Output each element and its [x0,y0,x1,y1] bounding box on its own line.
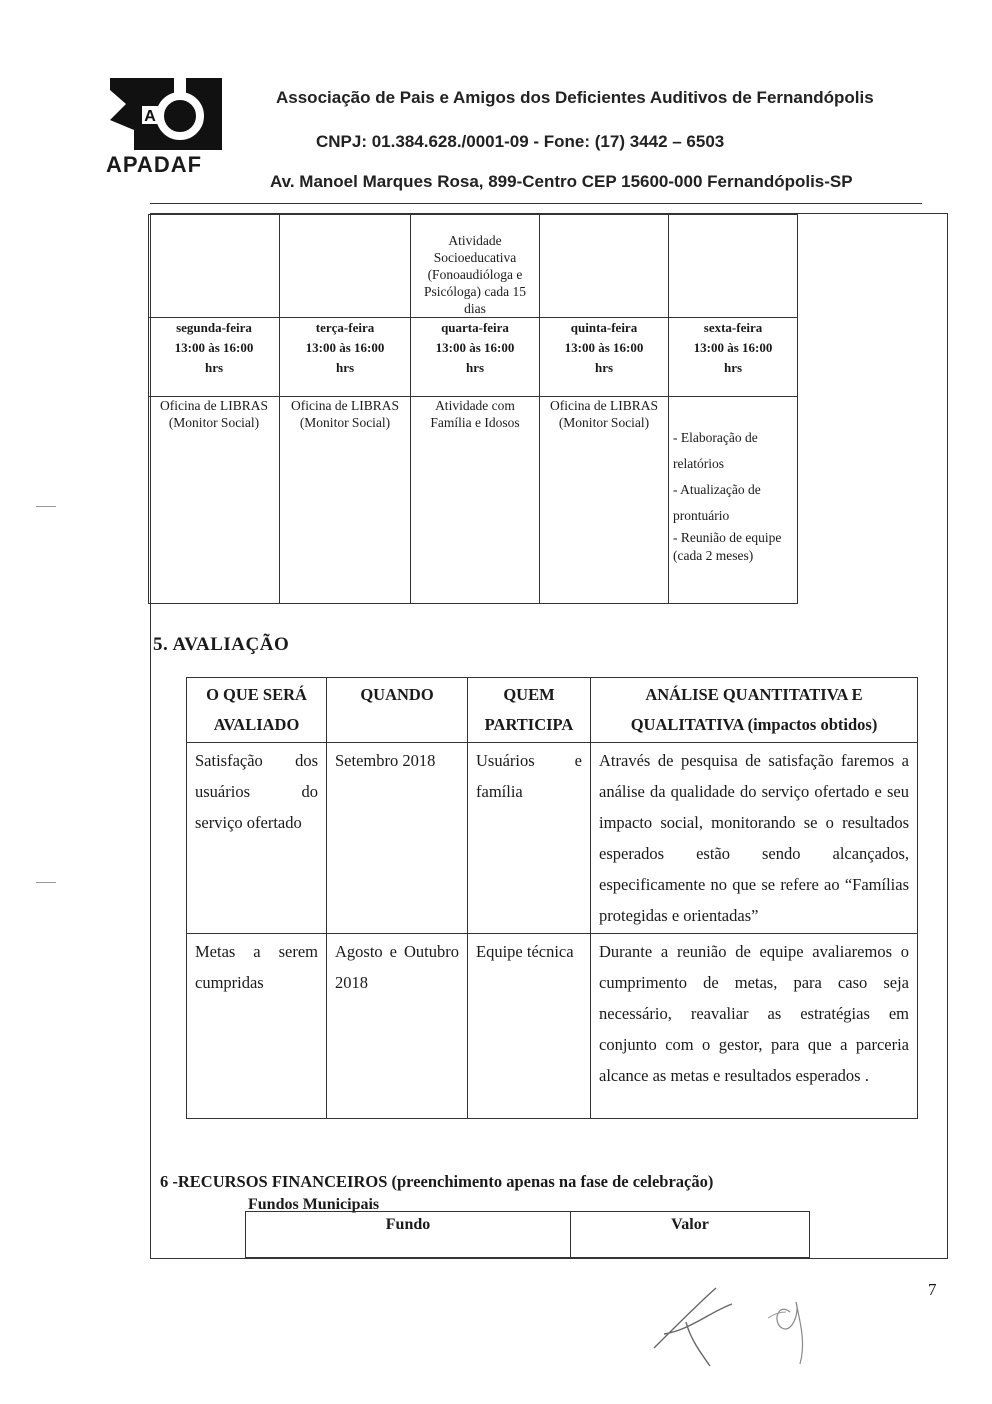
col-header-when: QUANDO [327,678,468,743]
friday-item: - Atualização de prontuário [673,482,761,523]
schedule-days-row [149,318,798,397]
weekly-schedule-table [148,214,798,604]
schedule-top-cell [669,215,798,318]
section-title-evaluation: 5. AVALIAÇÃO [153,634,290,655]
day-thursday: quinta-feira 13:00 às 16:00 hrs [540,318,669,397]
activity-tuesday: Oficina de LIBRAS (Monitor Social) [280,397,411,604]
day-monday: segunda-feira 13:00 às 16:00 hrs [149,318,280,397]
day-friday: sexta-feira 13:00 às 16:00 hrs [669,318,798,397]
logo-text: APADAF [106,152,203,177]
table-row [187,743,918,934]
logo-letter: A [144,108,156,125]
section-title-financial: 6 -RECURSOS FINANCEIROS (preenchimento apenas na fase de celebração) [160,1172,714,1191]
evaluation-table [186,677,918,1119]
cell-who: Equipe técnica [468,934,591,1119]
activity-wednesday: Atividade com Família e Idosos [411,397,540,604]
header-divider [150,203,922,204]
activity-friday [669,397,798,604]
schedule-activities-row [149,397,798,604]
col-header-value: Valor [571,1212,810,1258]
cell-analysis: Através de pesquisa de satisfação faremos a análise da qualidade do serviço ofertado e seu impacto social, monitorando se o resultados esperados estão sendo alcançados, especificamente no que se refere ao “Famílias protegidas e orientadas” [591,743,918,934]
handwritten-signature [650,1282,850,1372]
subsection-title-funds: Fundos Municipais [248,1196,380,1213]
schedule-top-cell [149,215,280,318]
cell-who: Usuários e família [468,743,591,934]
funds-header-row [246,1212,810,1258]
table-row [187,934,918,1119]
schedule-top-cell [540,215,669,318]
evaluation-header-row [187,678,918,743]
scan-mark [36,506,56,507]
cell-what: Satisfação dos usuários do serviço ofertado [187,743,327,934]
page-number: 7 [928,1280,937,1299]
org-contact: CNPJ: 01.384.628./0001-09 - Fone: (17) 3442 – 6503 [316,132,725,151]
funds-table [245,1211,810,1258]
day-tuesday: terça-feira 13:00 às 16:00 hrs [280,318,411,397]
col-header-who: QUEM PARTICIPA [468,678,591,743]
schedule-top-cell [280,215,411,318]
org-name: Associação de Pais e Amigos dos Deficientes Auditivos de Fernandópolis [276,88,874,107]
col-header-fund: Fundo [246,1212,571,1258]
col-header-analysis: ANÁLISE QUANTITATIVA E QUALITATIVA (impactos obtidos) [591,678,918,743]
cell-when: Setembro 2018 [327,743,468,934]
activity-thursday: Oficina de LIBRAS (Monitor Social) [540,397,669,604]
cell-when: Agosto e Outubro 2018 [327,934,468,1119]
activity-monday: Oficina de LIBRAS (Monitor Social) [149,397,280,604]
cell-what: Metas a serem cumpridas [187,934,327,1119]
schedule-top-row [149,215,798,318]
col-header-what: O QUE SERÁ AVALIADO [187,678,327,743]
friday-item: - Reunião de equipe (cada 2 meses) [673,530,782,563]
org-address: Av. Manoel Marques Rosa, 899-Centro CEP 15600-000 Fernandópolis-SP [270,172,853,191]
friday-item: - Elaboração de relatórios [673,430,758,471]
scan-mark [36,882,56,883]
cell-analysis: Durante a reunião de equipe avaliaremos o cumprimento de metas, para caso seja necessário, reavaliar as estratégias em conjunto com o gestor, para que a parceria alcance as metas e resultados esperados . [591,934,918,1119]
schedule-top-cell-socioeducational: Atividade Socioeducativa (Fonoaudióloga e Psicóloga) cada 15 dias [411,215,540,318]
day-wednesday: quarta-feira 13:00 às 16:00 hrs [411,318,540,397]
